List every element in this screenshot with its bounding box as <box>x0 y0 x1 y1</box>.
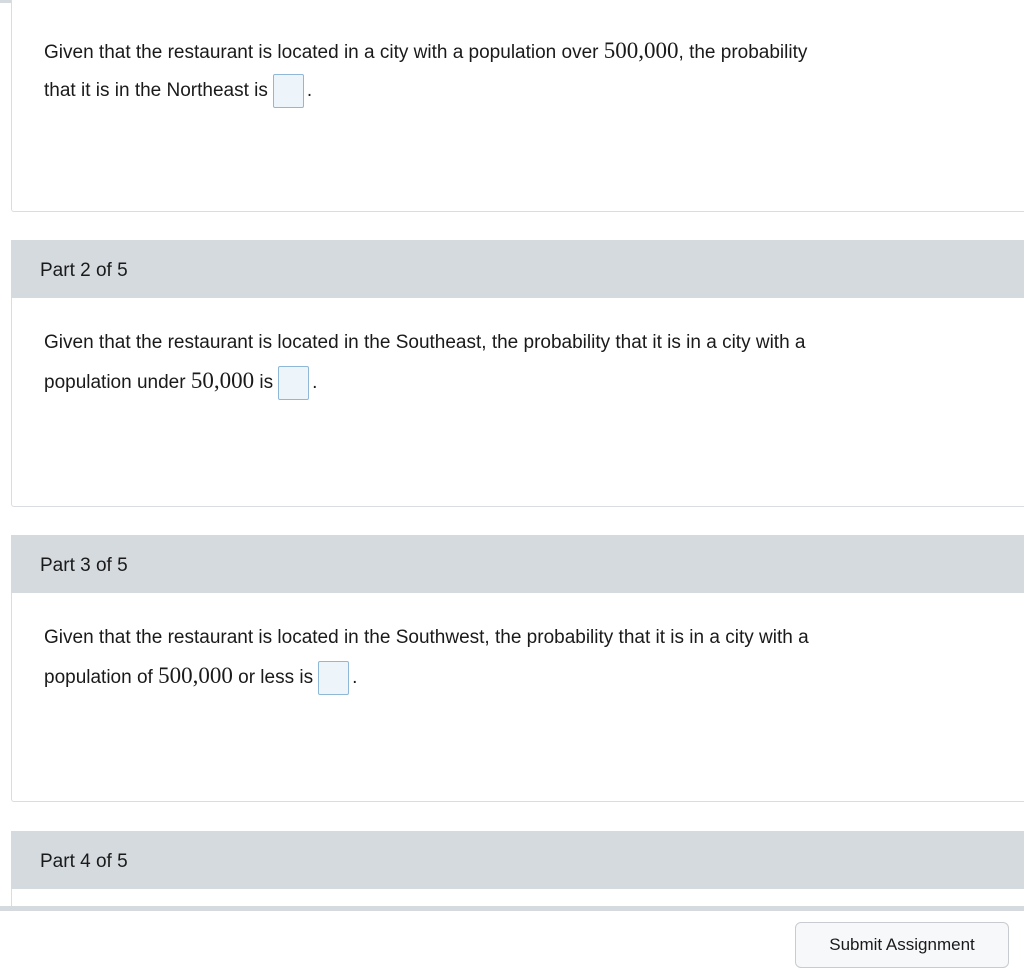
part-1-question-line-1 <box>44 39 807 65</box>
math-number: 50,000 <box>190 368 255 394</box>
part-2-label: Part 2 of 5 <box>40 260 128 281</box>
footer-divider <box>0 906 1024 911</box>
question-text: , the probability <box>678 42 808 63</box>
question-period: . <box>352 667 358 689</box>
part-2-question-line-2 <box>44 366 317 400</box>
part-1-answer-input[interactable] <box>273 74 304 108</box>
part-3-answer-input[interactable] <box>318 661 349 695</box>
part-1-question-line-2 <box>44 74 312 108</box>
math-number: 500,000 <box>158 663 233 689</box>
submit-assignment-button[interactable]: Submit Assignment <box>795 922 1009 968</box>
part-4-label: Part 4 of 5 <box>40 851 128 872</box>
part-3-question-line-2 <box>44 661 357 695</box>
question-text: is <box>254 372 274 394</box>
part-2-question-line-1 <box>44 331 805 355</box>
question-period: . <box>306 80 313 102</box>
question-period: . <box>312 372 318 394</box>
question-text: or less is <box>232 667 314 689</box>
question-text: Given that the restaurant is located in the Southeast, the probability that it is in a city with a <box>44 332 806 353</box>
footer-bar <box>0 906 1024 973</box>
part-3-label: Part 3 of 5 <box>40 555 128 576</box>
question-text: population of <box>44 667 159 689</box>
question-text: Given that the restaurant is located in a city with a population over <box>44 42 604 63</box>
part-2-answer-input[interactable] <box>278 366 309 400</box>
part-2-header <box>11 240 1024 298</box>
question-text: Given that the restaurant is located in the Southwest, the probability that it is in a city with a <box>44 627 809 648</box>
math-number: 500,000 <box>603 38 679 63</box>
part-3-question-line-1 <box>44 626 809 650</box>
part-4-header <box>11 831 1024 889</box>
part-3-header <box>11 535 1024 593</box>
question-text: population under <box>44 372 191 394</box>
question-text: that it is in the Northeast is <box>44 80 268 102</box>
